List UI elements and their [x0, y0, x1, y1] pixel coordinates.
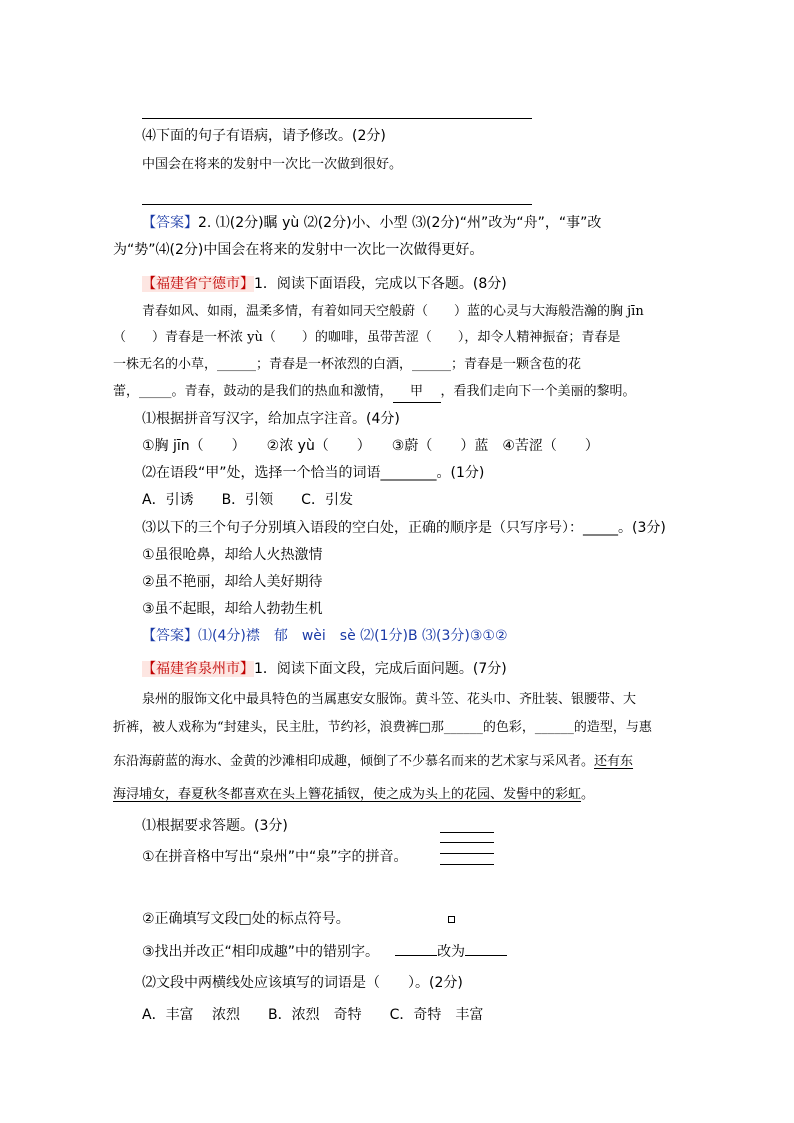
quanzhou-passage-line2: 折裤，被人戏称为“封建头，民主肚，节约衫，浪费裤□那______的色彩，______的造型，与惠 — [113, 720, 652, 735]
q4-prompt: ⑷下面的句子有语病，请予修改。(2分) — [142, 128, 386, 144]
ningde-sentence-3: ③虽不起眼，却给人勃勃生机 — [142, 601, 323, 617]
quanzhou-passage-line4: 海浔埔女，春夏秋冬都喜欢在头上簪花插钗，使之成为头上的花园、发髻中的彩虹。 — [113, 787, 595, 802]
quanzhou-q1b: ②正确填写文段□处的标点符号。 — [142, 911, 350, 927]
blank-jia: 甲 — [393, 382, 441, 403]
quanzhou-passage-line1: 泉州的服饰文化中最具特色的当属惠安女服饰。黄斗笠、花头巾、齐肚装、银腰带、大 — [142, 692, 637, 707]
answer-line-q4 — [142, 204, 532, 205]
ningde-q2: ⑵在语段“甲”处，选择一个恰当的词语________。(1分) — [142, 465, 485, 481]
answer-label: 【答案】 — [142, 628, 198, 644]
punctuation-box — [448, 916, 455, 923]
ningde-heading: 【福建省宁德市】1．阅读下面语段，完成以下各题。(8分) — [142, 276, 507, 292]
ningde-sentence-2: ②虽不艳丽，却给人美好期待 — [142, 574, 323, 590]
quanzhou-q1c: ③找出并改正“相印成趣”中的错别字。 改为 — [142, 941, 507, 962]
answer-1-line1: 【答案】2. ⑴(2分)瞩 yù ⑵(2分)小、小型 ⑶(2分)“州”改为“舟”，“事”改 — [142, 215, 602, 231]
quanzhou-heading: 【福建省泉州市】1．阅读下面文段，完成后面问题。(7分) — [142, 661, 507, 677]
ningde-sentence-1: ①虽很呛鼻，却给人火热激情 — [142, 547, 323, 563]
quanzhou-q1a: ①在拼音格中写出“泉州”中“泉”字的拼音。 — [142, 849, 408, 865]
pinyin-grid-line — [440, 864, 494, 865]
ningde-passage-line4: 蕾，_____。青春，鼓动的是我们的热血和激情， 甲 ，看我们走向下一个美丽的黎明。 — [113, 382, 636, 403]
ningde-passage-line2: （ ）青春是一杯浓 yù（ ）的咖啡，虽带苦涩（ ），却令人精神振奋；青春是 — [113, 330, 621, 345]
ningde-answer: 【答案】⑴(4分)襟 郁 wèi sè ⑵(1分)B ⑶(3分)③①② — [142, 628, 508, 644]
answer-label: 【答案】 — [142, 215, 198, 231]
ningde-passage-line3: 一株无名的小草，______；青春是一杯浓烈的白酒，______；青春是一颗含苞的花 — [113, 357, 582, 372]
blank-correct-char — [465, 941, 507, 956]
blank-wrong-char — [395, 941, 437, 956]
ningde-q1-options: ①胸 jīn（ ） ②浓 yù（ ） ③蔚（ ）蓝 ④苦涩（ ） — [142, 438, 599, 454]
ningde-q2-options: A．引诱 B．引领 C．引发 — [142, 492, 353, 508]
quanzhou-q2-options: A．丰富 浓烈 B．浓烈 奇特 C．奇特 丰富 — [142, 1007, 484, 1023]
ningde-q1: ⑴根据拼音写汉字，给加点字注音。(4分) — [142, 411, 400, 427]
answer-1-line2: 为“势”⑷(2分)中国会在将来的发射中一次比一次做得更好。 — [113, 242, 484, 258]
pinyin-grid-line — [440, 842, 494, 843]
ningde-q3: ⑶以下的三个句子分别填入语段的空白处，正确的顺序是（只写序号）：_____。(3分) — [142, 520, 666, 536]
region-tag-quanzhou: 【福建省泉州市】 — [142, 661, 254, 677]
q4-sentence: 中国会在将来的发射中一次比一次做到很好。 — [142, 157, 403, 172]
answer-line-top — [142, 118, 532, 119]
pinyin-grid-line — [440, 853, 494, 854]
quanzhou-q2: ⑵文段中两横线处应该填写的词语是（ ）。(2分) — [142, 975, 463, 991]
ningde-passage-line1: 青春如风、如雨，温柔多情，有着如同天空般蔚（ ）蓝的心灵与大海般浩瀚的胸 jīn — [142, 304, 644, 319]
quanzhou-q1: ⑴根据要求答题。(3分) — [142, 818, 288, 834]
region-tag-ningde: 【福建省宁德市】 — [142, 276, 254, 292]
quanzhou-passage-line3: 东沿海蔚蓝的海水、金黄的沙滩相印成趣，倾倒了不少慕名而来的艺术家与采风者。还有东 — [113, 754, 634, 769]
pinyin-grid-line — [440, 832, 494, 833]
